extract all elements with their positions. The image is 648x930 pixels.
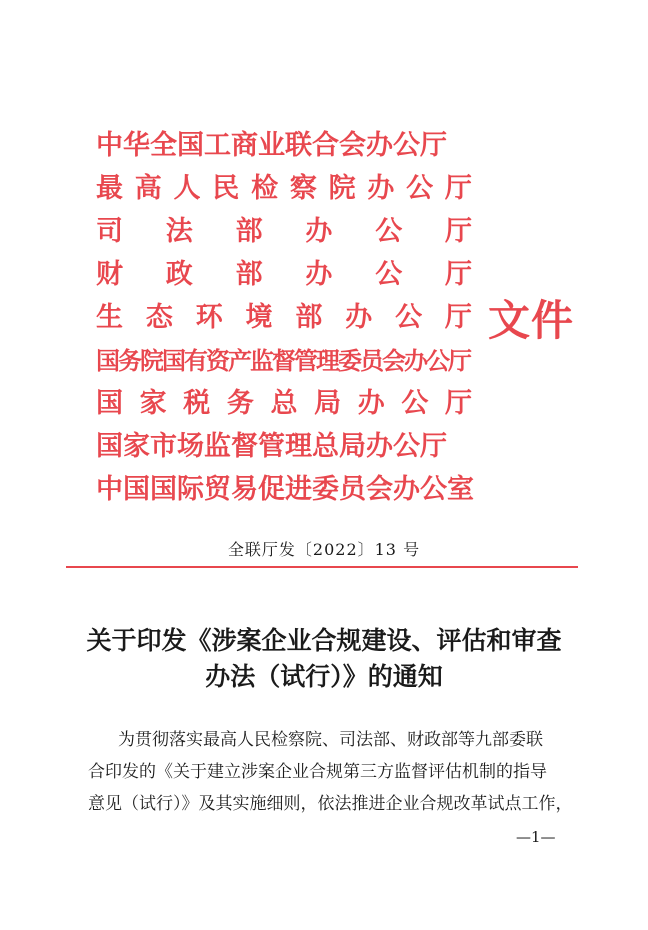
body-line: 为贯彻落实最高人民检察院、司法部、财政部等九部委联 xyxy=(118,730,543,750)
issuer-char: 办 xyxy=(305,216,333,247)
issuer-char: 院 xyxy=(328,173,356,204)
issuer-char: 公 xyxy=(401,388,429,419)
issuer-char: 最 xyxy=(96,173,123,204)
issuer-char: 厅 xyxy=(444,216,472,247)
red-divider-line xyxy=(66,566,578,568)
issuer-char: 办 xyxy=(357,388,385,419)
issuer-char: 税 xyxy=(183,388,211,419)
issuer-char: 厅 xyxy=(444,259,472,290)
issuer-char: 厅 xyxy=(445,388,472,419)
issuer-char: 国 xyxy=(96,388,123,419)
issuer-char: 人 xyxy=(173,173,201,204)
issuer-char: 生 xyxy=(96,302,123,333)
title-line: 办法（试行）》的通知 xyxy=(205,662,443,691)
issuer-ccpit xyxy=(96,468,472,511)
issuer-mof xyxy=(96,253,472,296)
issuer-mee xyxy=(96,296,472,339)
document-number: 全联厅发〔2022〕13 号 xyxy=(227,540,421,559)
issuer-char: 民 xyxy=(212,173,240,204)
issuer-moj xyxy=(96,210,472,253)
title-line: 关于印发《涉案企业合规建设、评估和审查 xyxy=(86,626,562,655)
issuing-authorities-list xyxy=(96,124,472,511)
issuer-char: 厅 xyxy=(444,302,472,333)
issuer-sta xyxy=(96,382,472,425)
issuer-char: 高 xyxy=(134,173,162,204)
issuer-char: 检 xyxy=(251,173,279,204)
issuer-char: 察 xyxy=(289,173,317,204)
issuer-char: 公 xyxy=(375,259,403,290)
issuer-char: 办 xyxy=(305,259,333,290)
page-number: —1— xyxy=(516,828,556,846)
issuer-char: 公 xyxy=(395,302,423,333)
issuer-char: 态 xyxy=(145,302,173,333)
issuer-char: 公 xyxy=(406,173,434,204)
issuer-char: 境 xyxy=(245,302,273,333)
issuer-spp xyxy=(96,167,472,210)
issuer-char: 部 xyxy=(295,302,323,333)
issuer-acfic xyxy=(96,124,472,167)
document-suffix: 文件 xyxy=(488,296,575,345)
issuer-char: 厅 xyxy=(444,173,472,204)
document-title xyxy=(60,623,588,695)
body-line: 意见（试行）》及其实施细则，依法推进企业合规改革试点工作， xyxy=(88,794,573,814)
issuer-char: 部 xyxy=(235,259,263,290)
issuer-char: 部 xyxy=(235,216,263,247)
issuer-char: 司 xyxy=(96,216,123,247)
issuer-char: 财 xyxy=(96,259,123,290)
body-line: 合印发的《关于建立涉案企业合规第三方监督评估机制的指导 xyxy=(88,762,547,782)
issuer-char: 总 xyxy=(270,388,298,419)
issuer-char: 政 xyxy=(165,259,193,290)
issuer-char: 家 xyxy=(139,388,167,419)
issuer-char: 局 xyxy=(314,388,342,419)
issuer-name: 国家市场监督管理总局办公厅 xyxy=(96,431,447,462)
body-paragraph xyxy=(88,724,573,820)
issuer-char: 务 xyxy=(226,388,254,419)
issuer-name: 中华全国工商业联合会办公厅 xyxy=(96,130,447,161)
issuer-name: 国务院国有资产监督管理委员会办公厅 xyxy=(96,346,470,375)
issuer-sasac xyxy=(96,339,472,382)
issuer-char: 办 xyxy=(367,173,395,204)
issuer-char: 办 xyxy=(345,302,373,333)
issuer-name: 中国国际贸易促进委员会办公室 xyxy=(96,474,474,505)
issuer-char: 法 xyxy=(165,216,193,247)
issuer-char: 公 xyxy=(375,216,403,247)
issuer-char: 环 xyxy=(195,302,223,333)
issuer-samr xyxy=(96,425,472,468)
